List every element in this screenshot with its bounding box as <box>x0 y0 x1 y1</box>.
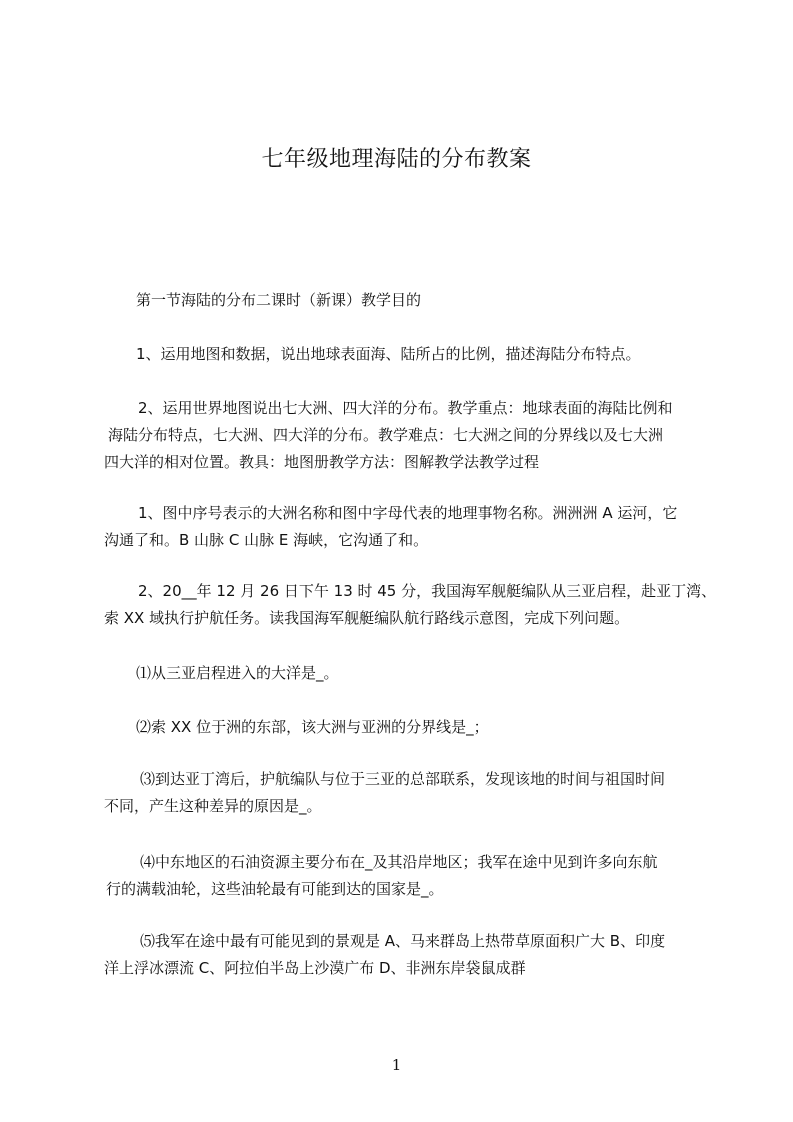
page-number: 1 <box>391 1056 402 1074</box>
question-line: ⑴从三亚启程进入的大洋是_。 <box>136 664 339 682</box>
question-line: ⑸我军在途中最有可能见到的景观是 A、马来群岛上热带草原面积广大 B、印度 <box>140 932 666 950</box>
question-line: ⑵索 XX 位于洲的东部，该大洲与亚洲的分界线是_； <box>136 718 489 736</box>
document-title: 七年级地理海陆的分布教案 <box>261 147 532 172</box>
question-line: ⑶到达亚丁湾后，护航编队与位于三亚的总部联系，发现该地的时间与祖国时间 <box>140 770 666 788</box>
paragraph-line: 沟通了和。B 山脉 C 山脉 E 海峡，它沟通了和。 <box>104 531 429 549</box>
paragraph-line: 2、20__年 12 月 26 日下午 13 时 45 分，我国海军舰艇编队从三亚启程，赴亚丁湾、 <box>138 582 717 600</box>
paragraph-line: 2、运用世界地图说出七大洲、四大洋的分布。教学重点：地球表面的海陆比例和 <box>138 399 673 417</box>
paragraph-line: 索 XX 域执行护航任务。读我国海军舰艇编队航行路线示意图，完成下列问题。 <box>104 609 630 627</box>
paragraph-line: 1、图中序号表示的大洲名称和图中字母代表的地理事物名称。洲洲洲 A 运河，它 <box>138 504 678 522</box>
paragraph-line: 1、运用地图和数据，说出地球表面海、陆所占的比例，描述海陆分布特点。 <box>136 345 641 363</box>
question-line: 行的满载油轮，这些油轮最有可能到达的国家是_。 <box>106 880 444 898</box>
question-line: 不同，产生这种差异的原因是_。 <box>104 797 322 815</box>
paragraph-line: 海陆分布特点，七大洲、四大洋的分布。教学难点：七大洲之间的分界线以及七大洲 <box>108 426 664 444</box>
paragraph-line: 四大洋的相对位置。教具：地图册教学方法：图解教学法教学过程 <box>104 453 540 471</box>
question-line: ⑷中东地区的石油资源主要分布在_及其沿岸地区；我军在途中见到许多向东航 <box>140 853 658 871</box>
section-heading: 第一节海陆的分布二课时（新课）教学目的 <box>136 291 422 309</box>
question-line: 洋上浮冰漂流 C、阿拉伯半岛上沙漠广布 D、非洲东岸袋鼠成群 <box>104 959 526 977</box>
